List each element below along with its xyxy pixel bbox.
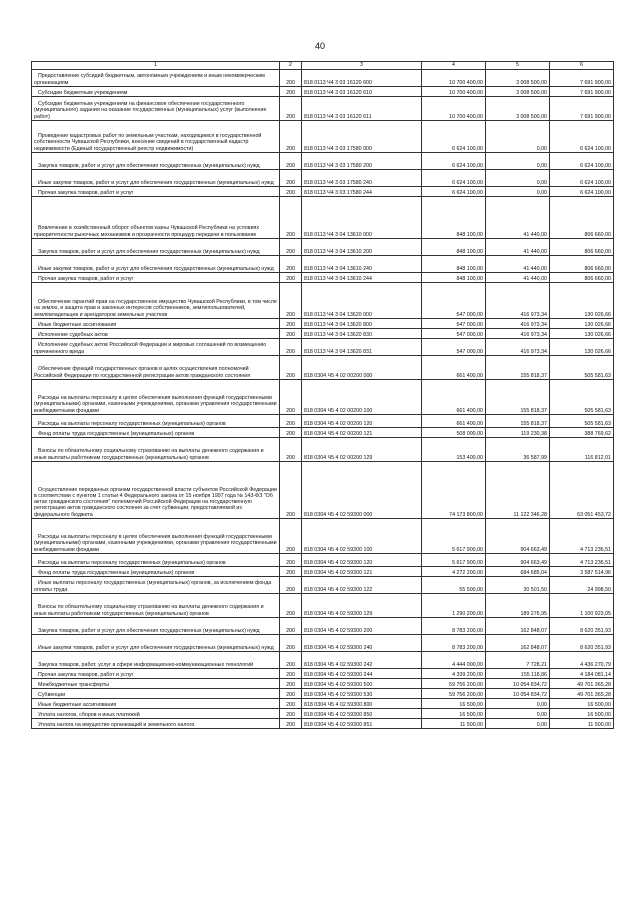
column-header: 6 xyxy=(550,62,614,70)
row-code-cell: 200 xyxy=(280,415,302,428)
row-classification-code-cell: 818 0304 Ч5 4 02 59300 100 xyxy=(302,519,422,554)
row-remaining-amount-cell: 130 026,66 xyxy=(550,339,614,356)
row-remaining-amount-cell: 7 691 900,00 xyxy=(550,70,614,87)
row-executed-amount-cell: 155 818,37 xyxy=(486,415,550,428)
row-name-cell: Уплата налога на имущество организаций и земельного налога xyxy=(32,719,280,729)
row-approved-amount-cell: 1 290 200,00 xyxy=(422,594,486,618)
row-approved-amount-cell: 547 000,00 xyxy=(422,329,486,339)
row-approved-amount-cell: 4 339 200,00 xyxy=(422,669,486,679)
row-remaining-amount-cell: 505 581,63 xyxy=(550,415,614,428)
row-executed-amount-cell: 11 122 346,28 xyxy=(486,462,550,519)
row-name-cell: Субсидии бюджетным учреждениям на финансовое обеспечение государственного (муниципального) задания на оказание государственных (муниципальных) услуг (выполнение работ) xyxy=(32,97,280,121)
row-classification-code-cell: 818 0113 Ч4 3 04 13620 830 xyxy=(302,329,422,339)
row-name-cell: Вовлечение в хозяйственный оборот объектов казны Чувашской Республики на условиях приоритетности рыночных механизмов и прозрачности процедур передачи в пользование xyxy=(32,197,280,239)
row-name-cell: Прочая закупка товаров, работ и услуг xyxy=(32,669,280,679)
table-row xyxy=(32,153,614,170)
row-executed-amount-cell: 7 728,21 xyxy=(486,652,550,669)
row-executed-amount-cell: 3 008 500,00 xyxy=(486,87,550,97)
row-executed-amount-cell: 0,00 xyxy=(486,719,550,729)
row-classification-code-cell: 818 0304 Ч5 4 02 59300 500 xyxy=(302,679,422,689)
row-remaining-amount-cell: 8 620 351,93 xyxy=(550,618,614,635)
table-row xyxy=(32,121,614,153)
row-approved-amount-cell: 55 500,00 xyxy=(422,577,486,594)
column-header: 2 xyxy=(280,62,302,70)
row-executed-amount-cell: 30 501,50 xyxy=(486,577,550,594)
row-approved-amount-cell: 4 272 200,00 xyxy=(422,567,486,577)
row-remaining-amount-cell: 505 581,63 xyxy=(550,356,614,380)
row-approved-amount-cell: 74 173 800,00 xyxy=(422,462,486,519)
row-executed-amount-cell: 162 848,07 xyxy=(486,635,550,652)
row-classification-code-cell: 818 0113 Ч4 3 03 17580 240 xyxy=(302,170,422,187)
row-approved-amount-cell: 661 400,00 xyxy=(422,415,486,428)
row-remaining-amount-cell: 4 713 236,51 xyxy=(550,554,614,567)
row-name-cell: Иные выплаты персоналу государственных (муниципальных) органов, за исключением фонда оплаты труда xyxy=(32,577,280,594)
row-remaining-amount-cell: 63 051 453,72 xyxy=(550,462,614,519)
row-remaining-amount-cell: 16 500,00 xyxy=(550,699,614,709)
row-classification-code-cell: 818 0113 Ч4 3 04 13610 200 xyxy=(302,239,422,256)
row-code-cell: 200 xyxy=(280,709,302,719)
row-classification-code-cell: 818 0304 Ч5 4 02 59300 129 xyxy=(302,594,422,618)
row-approved-amount-cell: 153 400,00 xyxy=(422,438,486,462)
row-executed-amount-cell: 10 054 834,72 xyxy=(486,679,550,689)
row-remaining-amount-cell: 806 660,00 xyxy=(550,197,614,239)
row-classification-code-cell: 818 0113 Ч4 3 04 13610 240 xyxy=(302,256,422,273)
row-name-cell: Фонд оплаты труда государственных (муниципальных) органов xyxy=(32,428,280,438)
row-code-cell: 200 xyxy=(280,577,302,594)
row-approved-amount-cell: 661 400,00 xyxy=(422,356,486,380)
row-remaining-amount-cell: 806 660,00 xyxy=(550,239,614,256)
row-remaining-amount-cell: 4 713 236,51 xyxy=(550,519,614,554)
row-name-cell: Субсидии бюджетным учреждениям xyxy=(32,87,280,97)
row-name-cell: Иные закупки товаров, работ и услуг для обеспечения государственных (муниципальных) нужд xyxy=(32,635,280,652)
row-remaining-amount-cell: 3 587 514,96 xyxy=(550,567,614,577)
row-code-cell: 200 xyxy=(280,594,302,618)
row-name-cell: Закупка товаров, работ и услуг для обеспечения государственных (муниципальных) нужд xyxy=(32,618,280,635)
row-executed-amount-cell: 119 230,38 xyxy=(486,428,550,438)
row-code-cell: 200 xyxy=(280,97,302,121)
row-code-cell: 200 xyxy=(280,679,302,689)
row-classification-code-cell: 818 0304 Ч5 4 02 59300 122 xyxy=(302,577,422,594)
row-name-cell: Исполнение судебных актов Российской Федерации и мировых соглашений по возмещению причиненного вреда xyxy=(32,339,280,356)
row-approved-amount-cell: 16 500,00 xyxy=(422,709,486,719)
table-row xyxy=(32,380,614,415)
row-executed-amount-cell: 41 440,00 xyxy=(486,239,550,256)
row-approved-amount-cell: 10 700 400,00 xyxy=(422,97,486,121)
row-executed-amount-cell: 0,00 xyxy=(486,170,550,187)
row-classification-code-cell: 818 0113 Ч4 3 03 16120 611 xyxy=(302,97,422,121)
row-approved-amount-cell: 5 617 900,00 xyxy=(422,519,486,554)
row-remaining-amount-cell: 4 436 270,79 xyxy=(550,652,614,669)
row-code-cell: 200 xyxy=(280,438,302,462)
row-code-cell: 200 xyxy=(280,153,302,170)
row-code-cell: 200 xyxy=(280,319,302,329)
row-executed-amount-cell: 904 663,49 xyxy=(486,554,550,567)
row-code-cell: 200 xyxy=(280,187,302,197)
column-header: 3 xyxy=(302,62,422,70)
table-row xyxy=(32,519,614,554)
table-row xyxy=(32,70,614,87)
row-approved-amount-cell: 8 783 200,00 xyxy=(422,618,486,635)
row-name-cell: Взносы по обязательному социальному страхованию на выплаты денежного содержания и иные выплаты работникам государственных (муниципальных) органов xyxy=(32,594,280,618)
row-remaining-amount-cell: 7 691 900,00 xyxy=(550,97,614,121)
table-row xyxy=(32,97,614,121)
row-name-cell: Расходы на выплаты персоналу государственных (муниципальных) органов xyxy=(32,415,280,428)
row-classification-code-cell: 818 0304 Ч5 4 02 59300 120 xyxy=(302,554,422,567)
row-approved-amount-cell: 848 100,00 xyxy=(422,239,486,256)
row-name-cell: Проведение кадастровых работ по земельным участкам, находящимся в государственной собственности Чувашской Республики, внесение сведений в государственный кадастр недвижимости (Единый государственный реестр недвижимости) xyxy=(32,121,280,153)
table-row xyxy=(32,415,614,428)
table-row xyxy=(32,699,614,709)
row-approved-amount-cell: 547 000,00 xyxy=(422,319,486,329)
row-approved-amount-cell: 508 000,00 xyxy=(422,428,486,438)
row-name-cell: Межбюджетные трансферты xyxy=(32,679,280,689)
row-name-cell: Закупка товаров, работ, услуг в сфере информационно-коммуникационных технологий xyxy=(32,652,280,669)
row-remaining-amount-cell: 130 026,66 xyxy=(550,319,614,329)
table-row xyxy=(32,319,614,329)
row-classification-code-cell: 818 0113 Ч4 3 03 17580 200 xyxy=(302,153,422,170)
row-remaining-amount-cell: 1 100 923,05 xyxy=(550,594,614,618)
row-executed-amount-cell: 0,00 xyxy=(486,153,550,170)
table-row xyxy=(32,618,614,635)
row-approved-amount-cell: 6 624 100,00 xyxy=(422,170,486,187)
table-row xyxy=(32,197,614,239)
table-row xyxy=(32,339,614,356)
table-row xyxy=(32,273,614,283)
row-code-cell: 200 xyxy=(280,428,302,438)
row-executed-amount-cell: 3 008 500,00 xyxy=(486,97,550,121)
row-executed-amount-cell: 684 685,04 xyxy=(486,567,550,577)
row-approved-amount-cell: 6 624 100,00 xyxy=(422,121,486,153)
table-row xyxy=(32,554,614,567)
row-code-cell: 200 xyxy=(280,121,302,153)
table-row xyxy=(32,87,614,97)
row-remaining-amount-cell: 388 769,62 xyxy=(550,428,614,438)
row-name-cell: Иные закупки товаров, работ и услуг для обеспечения государственных (муниципальных) нужд xyxy=(32,256,280,273)
row-remaining-amount-cell: 6 624 100,00 xyxy=(550,187,614,197)
row-classification-code-cell: 818 0304 Ч5 4 02 59300 244 xyxy=(302,669,422,679)
column-header: 1 xyxy=(32,62,280,70)
row-classification-code-cell: 818 0304 Ч5 4 02 59300 242 xyxy=(302,652,422,669)
page-number: 40 xyxy=(314,41,325,51)
row-code-cell: 200 xyxy=(280,339,302,356)
row-executed-amount-cell: 10 054 834,72 xyxy=(486,689,550,699)
row-executed-amount-cell: 0,00 xyxy=(486,709,550,719)
row-code-cell: 200 xyxy=(280,689,302,699)
row-name-cell: Фонд оплаты труда государственных (муниципальных) органов xyxy=(32,567,280,577)
table-row xyxy=(32,283,614,319)
row-remaining-amount-cell: 806 660,00 xyxy=(550,273,614,283)
row-name-cell: Прочая закупка товаров, работ и услуг xyxy=(32,273,280,283)
column-header: 4 xyxy=(422,62,486,70)
row-executed-amount-cell: 155 818,37 xyxy=(486,356,550,380)
row-name-cell: Обеспечение функций государственных органов в целях осуществления полномочий Российской Федерации по государственной регистрации актов гражданского состояния xyxy=(32,356,280,380)
row-name-cell: Исполнение судебных актов xyxy=(32,329,280,339)
row-approved-amount-cell: 16 500,00 xyxy=(422,699,486,709)
row-code-cell: 200 xyxy=(280,283,302,319)
row-code-cell: 200 xyxy=(280,567,302,577)
row-code-cell: 200 xyxy=(280,256,302,273)
row-approved-amount-cell: 4 444 000,00 xyxy=(422,652,486,669)
row-remaining-amount-cell: 49 701 365,28 xyxy=(550,689,614,699)
row-name-cell: Иные закупки товаров, работ и услуг для обеспечения государственных (муниципальных) нужд xyxy=(32,170,280,187)
row-name-cell: Прочая закупка товаров, работ и услуг xyxy=(32,187,280,197)
row-code-cell: 200 xyxy=(280,197,302,239)
row-remaining-amount-cell: 8 620 351,93 xyxy=(550,635,614,652)
row-executed-amount-cell: 0,00 xyxy=(486,121,550,153)
table-row xyxy=(32,652,614,669)
table-row xyxy=(32,170,614,187)
row-remaining-amount-cell: 6 624 100,00 xyxy=(550,153,614,170)
row-classification-code-cell: 818 0113 Ч4 3 03 17580 000 xyxy=(302,121,422,153)
row-classification-code-cell: 818 0113 Ч4 3 04 13620 831 xyxy=(302,339,422,356)
row-classification-code-cell: 818 0113 Ч4 3 03 16120 610 xyxy=(302,87,422,97)
row-code-cell: 200 xyxy=(280,669,302,679)
row-name-cell: Взносы по обязательному социальному страхованию на выплаты денежного содержания и иные выплаты работникам государственных (муниципальных) органов xyxy=(32,438,280,462)
row-name-cell: Расходы на выплаты персоналу государственных (муниципальных) органов xyxy=(32,554,280,567)
row-code-cell: 200 xyxy=(280,87,302,97)
row-name-cell: Иные бюджетные ассигнования xyxy=(32,319,280,329)
row-classification-code-cell: 818 0304 Ч5 4 02 59300 800 xyxy=(302,699,422,709)
row-code-cell: 200 xyxy=(280,170,302,187)
row-classification-code-cell: 818 0304 Ч5 4 02 59300 121 xyxy=(302,567,422,577)
budget-execution-table xyxy=(31,61,614,729)
row-classification-code-cell: 818 0113 Ч4 3 03 16120 600 xyxy=(302,70,422,87)
row-approved-amount-cell: 10 700 400,00 xyxy=(422,87,486,97)
row-classification-code-cell: 818 0304 Ч5 4 02 59300 200 xyxy=(302,618,422,635)
row-code-cell: 200 xyxy=(280,635,302,652)
table-row xyxy=(32,187,614,197)
row-classification-code-cell: 818 0304 Ч5 4 02 59300 530 xyxy=(302,689,422,699)
row-executed-amount-cell: 416 973,34 xyxy=(486,319,550,329)
row-code-cell: 200 xyxy=(280,462,302,519)
row-classification-code-cell: 818 0304 Ч5 4 02 59300 850 xyxy=(302,709,422,719)
table-row xyxy=(32,709,614,719)
row-executed-amount-cell: 416 973,34 xyxy=(486,283,550,319)
row-executed-amount-cell: 41 440,00 xyxy=(486,273,550,283)
table-row xyxy=(32,356,614,380)
row-approved-amount-cell: 848 100,00 xyxy=(422,273,486,283)
row-remaining-amount-cell: 505 581,63 xyxy=(550,380,614,415)
row-classification-code-cell: 818 0113 Ч4 3 04 13610 000 xyxy=(302,197,422,239)
row-remaining-amount-cell: 11 500,00 xyxy=(550,719,614,729)
row-executed-amount-cell: 36 587,99 xyxy=(486,438,550,462)
row-name-cell: Субвенции xyxy=(32,689,280,699)
row-executed-amount-cell: 162 848,07 xyxy=(486,618,550,635)
row-executed-amount-cell: 416 973,34 xyxy=(486,329,550,339)
table-row xyxy=(32,594,614,618)
row-remaining-amount-cell: 7 691 900,00 xyxy=(550,87,614,97)
row-remaining-amount-cell: 24 998,50 xyxy=(550,577,614,594)
row-name-cell: Уплата налогов, сборов и иных платежей xyxy=(32,709,280,719)
row-remaining-amount-cell: 4 184 081,14 xyxy=(550,669,614,679)
row-executed-amount-cell: 41 440,00 xyxy=(486,256,550,273)
row-name-cell: Расходы на выплаты персоналу в целях обеспечения выполнения функций государственными (муниципальными) органами, казенными учреждениями, органами управления государственными внебюджетными фондами xyxy=(32,380,280,415)
row-classification-code-cell: 818 0304 Ч5 4 02 59300 000 xyxy=(302,462,422,519)
table-row xyxy=(32,679,614,689)
row-remaining-amount-cell: 130 026,66 xyxy=(550,283,614,319)
table-row xyxy=(32,329,614,339)
row-code-cell: 200 xyxy=(280,70,302,87)
row-code-cell: 200 xyxy=(280,356,302,380)
row-remaining-amount-cell: 16 500,00 xyxy=(550,709,614,719)
row-executed-amount-cell: 3 008 500,00 xyxy=(486,70,550,87)
row-classification-code-cell: 818 0304 Ч5 4 02 00200 120 xyxy=(302,415,422,428)
row-name-cell: Иные бюджетные ассигнования xyxy=(32,699,280,709)
table-row xyxy=(32,719,614,729)
row-classification-code-cell: 818 0304 Ч5 4 02 00200 129 xyxy=(302,438,422,462)
row-classification-code-cell: 818 0304 Ч5 4 02 00200 121 xyxy=(302,428,422,438)
row-classification-code-cell: 818 0113 Ч4 3 04 13620 000 xyxy=(302,283,422,319)
row-classification-code-cell: 818 0113 Ч4 3 04 13610 244 xyxy=(302,273,422,283)
table-row xyxy=(32,462,614,519)
row-classification-code-cell: 818 0304 Ч5 4 02 59300 851 xyxy=(302,719,422,729)
row-name-cell: Расходы на выплаты персоналу в целях обеспечения выполнения функций государственными (муниципальными) органами, казенными учреждениями, органами управления государственными внебюджетными фондами xyxy=(32,519,280,554)
row-name-cell: Закупка товаров, работ и услуг для обеспечения государственных (муниципальных) нужд xyxy=(32,153,280,170)
row-approved-amount-cell: 6 624 100,00 xyxy=(422,153,486,170)
table-row xyxy=(32,428,614,438)
row-classification-code-cell: 818 0304 Ч5 4 02 00200 100 xyxy=(302,380,422,415)
row-remaining-amount-cell: 116 812,01 xyxy=(550,438,614,462)
row-code-cell: 200 xyxy=(280,329,302,339)
row-remaining-amount-cell: 806 660,00 xyxy=(550,256,614,273)
row-approved-amount-cell: 547 000,00 xyxy=(422,283,486,319)
row-remaining-amount-cell: 6 624 100,00 xyxy=(550,121,614,153)
row-code-cell: 200 xyxy=(280,652,302,669)
row-approved-amount-cell: 848 100,00 xyxy=(422,197,486,239)
row-executed-amount-cell: 904 663,49 xyxy=(486,519,550,554)
row-code-cell: 200 xyxy=(280,239,302,256)
table-header-row xyxy=(32,62,614,70)
row-approved-amount-cell: 59 756 200,00 xyxy=(422,689,486,699)
row-classification-code-cell: 818 0113 Ч4 3 04 13620 800 xyxy=(302,319,422,329)
row-approved-amount-cell: 5 617 900,00 xyxy=(422,554,486,567)
row-classification-code-cell: 818 0304 Ч5 4 02 59300 240 xyxy=(302,635,422,652)
row-approved-amount-cell: 6 624 100,00 xyxy=(422,187,486,197)
row-name-cell: Обеспечение гарантий прав на государственное имущество Чувашской Республики, в том числе на землю, и защита прав и законных интересов собственников, землепользователей, землевладельцев и арендаторов земельных участков xyxy=(32,283,280,319)
row-name-cell: Предоставление субсидий бюджетным, автономным учреждениям и иным некоммерческим организациям xyxy=(32,70,280,87)
table-row xyxy=(32,256,614,273)
row-executed-amount-cell: 416 973,34 xyxy=(486,339,550,356)
row-code-cell: 200 xyxy=(280,519,302,554)
row-code-cell: 200 xyxy=(280,618,302,635)
table-row xyxy=(32,669,614,679)
row-executed-amount-cell: 0,00 xyxy=(486,187,550,197)
row-approved-amount-cell: 848 100,00 xyxy=(422,256,486,273)
row-approved-amount-cell: 547 000,00 xyxy=(422,339,486,356)
row-approved-amount-cell: 10 700 400,00 xyxy=(422,70,486,87)
row-executed-amount-cell: 41 440,00 xyxy=(486,197,550,239)
table-row xyxy=(32,689,614,699)
row-code-cell: 200 xyxy=(280,380,302,415)
row-executed-amount-cell: 155 118,86 xyxy=(486,669,550,679)
column-header: 5 xyxy=(486,62,550,70)
row-name-cell: Закупка товаров, работ и услуг для обеспечения государственных (муниципальных) нужд xyxy=(32,239,280,256)
table-row xyxy=(32,438,614,462)
row-executed-amount-cell: 0,00 xyxy=(486,699,550,709)
row-remaining-amount-cell: 49 701 365,28 xyxy=(550,679,614,689)
row-approved-amount-cell: 8 783 200,00 xyxy=(422,635,486,652)
row-code-cell: 200 xyxy=(280,699,302,709)
row-code-cell: 200 xyxy=(280,719,302,729)
row-classification-code-cell: 818 0113 Ч4 3 03 17580 244 xyxy=(302,187,422,197)
row-code-cell: 200 xyxy=(280,273,302,283)
table-row xyxy=(32,239,614,256)
row-code-cell: 200 xyxy=(280,554,302,567)
row-approved-amount-cell: 661 400,00 xyxy=(422,380,486,415)
table-row xyxy=(32,577,614,594)
row-remaining-amount-cell: 130 026,66 xyxy=(550,329,614,339)
row-approved-amount-cell: 11 500,00 xyxy=(422,719,486,729)
row-classification-code-cell: 818 0304 Ч5 4 02 00200 000 xyxy=(302,356,422,380)
row-approved-amount-cell: 59 756 200,00 xyxy=(422,679,486,689)
row-executed-amount-cell: 155 818,37 xyxy=(486,380,550,415)
table-row xyxy=(32,635,614,652)
table-row xyxy=(32,567,614,577)
row-executed-amount-cell: 189 276,95 xyxy=(486,594,550,618)
row-remaining-amount-cell: 6 624 100,00 xyxy=(550,170,614,187)
row-name-cell: Осуществление переданных органам государственной власти субъектов Российской Федерации в соответствии с пунктом 1 статьи 4 Федерального закона от 15 ноября 1997 года № 143-ФЗ "Об актах гражданского состояния" полномочий Российской Федерации на государственную регистрацию актов гражданского состояния за счет субвенции, предоставляемой из федерального бюджета xyxy=(32,462,280,519)
